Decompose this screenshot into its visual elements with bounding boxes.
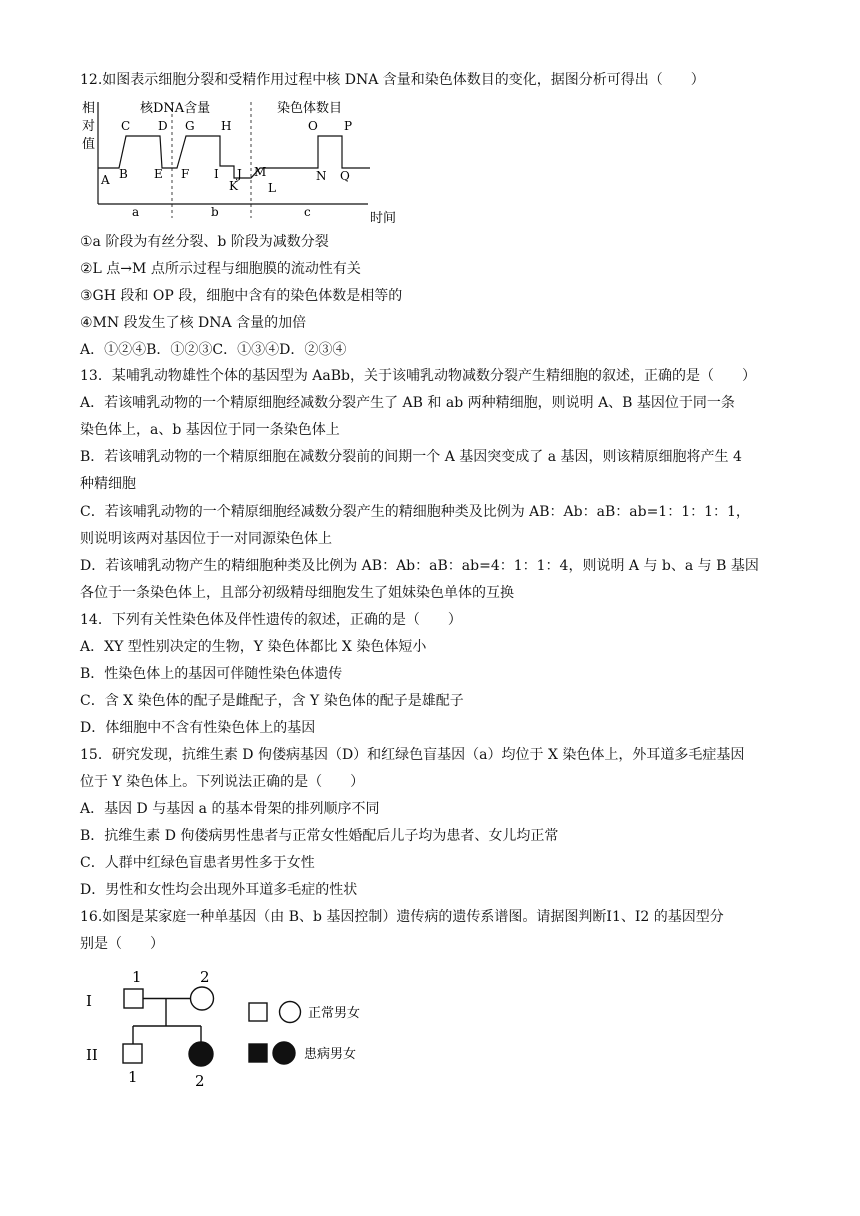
i2-normal-female-circle	[191, 987, 214, 1010]
pt-J: J	[237, 167, 242, 181]
pt-Q: Q	[340, 169, 350, 183]
x-label: 时间	[370, 211, 397, 226]
gen-label-2: II	[86, 1046, 98, 1064]
q12-options: A．①②④B．①②③C．①③④D．②③④	[80, 342, 347, 358]
q13-option-b-line2: 种精细胞	[80, 476, 136, 492]
pt-N: N	[316, 169, 327, 183]
title-dna: 核DNA含量	[140, 101, 211, 116]
y-label-3: 值	[82, 137, 96, 152]
pt-O: O	[308, 119, 318, 133]
q15-option-d: D．男性和女性均会出现外耳道多毛症的性状	[80, 882, 358, 898]
pt-I: I	[214, 167, 219, 181]
q15-option-a: A．基因 D 与基因 a 的基本骨架的排列顺序不同	[80, 801, 380, 817]
pt-D: D	[158, 119, 168, 133]
legend-affected-female-icon	[273, 1042, 295, 1064]
q12-statement-3: ③GH 段和 OP 段，细胞中含有的染色体数是相等的	[80, 288, 403, 304]
gen1-number-2: 2	[200, 968, 210, 986]
seg-b: b	[211, 205, 219, 219]
pt-H: H	[221, 119, 232, 133]
pt-P: P	[344, 119, 353, 133]
q15-stem-line1: 15．研究发现，抗维生素 D 佝偻病基因（D）和红绿色盲基因（a）均位于 X 染色体上，外耳道多毛症基因	[80, 747, 745, 763]
q15-option-b: B．抗维生素 D 佝偻病男性患者与正常女性婚配后儿子均为患者、女儿均正常	[80, 828, 559, 844]
q16-stem-line2: 别是（ ）	[80, 936, 164, 952]
q14-option-b: B．性染色体上的基因可伴随性染色体遗传	[80, 666, 343, 682]
q14-option-c: C．含 X 染色体的配子是雌配子，含 Y 染色体的配子是雄配子	[80, 693, 464, 709]
q12-statement-4: ④MN 段发生了核 DNA 含量的加倍	[80, 315, 307, 331]
pt-A: A	[101, 173, 110, 187]
q15-option-c: C．人群中红绿色盲患者男性多于女性	[80, 855, 315, 871]
pedigree-chart	[78, 962, 398, 1092]
q13-option-c-line2: 则说明该两对基因位于一对同源染色体上	[80, 531, 332, 547]
pt-K: K	[229, 179, 238, 193]
q14-option-d: D．体细胞中不含有性染色体上的基因	[80, 720, 316, 736]
q13-option-c-line1: C．若该哺乳动物的一个精原细胞经减数分裂产生的精细胞种类及比例为 AB：Ab：aB：ab=1：1：1：1，	[80, 504, 750, 520]
title-chrom: 染色体数目	[277, 101, 343, 116]
q14-stem: 14．下列有关性染色体及伴性遗传的叙述，正确的是（ ）	[80, 612, 462, 628]
legend-normal-female-icon	[280, 1002, 301, 1023]
q16-stem-line1: 16.如图是某家庭一种单基因（由 B、b 基因控制）遗传病的遗传系谱图。请据图判断Ⅰ1、Ⅰ2 的基因型分	[80, 909, 724, 925]
q13-option-a-line2: 染色体上，a、b 基因位于同一条染色体上	[80, 422, 340, 438]
gen-label-1: I	[86, 992, 92, 1010]
y-label-1: 相	[82, 101, 96, 116]
q12-statement-2: ②L 点→M 点所示过程与细胞膜的流动性有关	[80, 261, 361, 277]
gen2-number-1: 1	[128, 1068, 138, 1086]
pt-B: B	[119, 167, 128, 181]
pt-G: G	[185, 119, 195, 133]
pt-M: M	[254, 165, 267, 179]
y-label-2: 对	[82, 119, 96, 134]
legend-normal-label: 正常男女	[308, 1006, 361, 1021]
gen1-number-1: 1	[132, 968, 142, 986]
pt-F: F	[181, 167, 190, 181]
legend-normal-male-icon	[249, 1003, 267, 1021]
q14-option-a: A．XY 型性别决定的生物，Y 染色体都比 X 染色体短小	[80, 639, 427, 655]
seg-a: a	[132, 205, 140, 219]
gen2-number-2: 2	[195, 1072, 205, 1090]
q13-stem: 13．某哺乳动物雄性个体的基因型为 AaBb，关于该哺乳动物减数分裂产生精细胞的叙述，正确的是（ ）	[80, 368, 756, 384]
q12-stem: 12.如图表示细胞分裂和受精作用过程中核 DNA 含量和染色体数目的变化，据图分析可得出（ ）	[80, 72, 705, 88]
q13-option-b-line1: B．若该哺乳动物的一个精原细胞在减数分裂前的间期一个 A 基因突变成了 a 基因，则该精原细胞将产生 4	[80, 449, 742, 465]
q15-stem-line2: 位于 Y 染色体上。下列说法正确的是（ ）	[80, 774, 365, 790]
q12-statement-1: ①a 阶段为有丝分裂、b 阶段为减数分裂	[80, 234, 329, 250]
q13-option-a-line1: A．若该哺乳动物的一个精原细胞经减数分裂产生了 AB 和 ab 两种精细胞，则说明 A、B 基因位于同一条	[80, 395, 735, 411]
q13-option-d-line1: D．若该哺乳动物产生的精细胞种类及比例为 AB：Ab：aB：ab=4：1：1：4，则说明 A 与 b、a 与 B 基因	[80, 558, 759, 574]
i1-normal-male-square	[124, 989, 143, 1008]
pt-E: E	[154, 167, 163, 181]
ii1-normal-male-square	[123, 1044, 142, 1063]
q13-option-d-line2: 各位于一条染色体上，且部分初级精母细胞发生了姐妹染色单体的互换	[80, 585, 514, 601]
pt-C: C	[121, 119, 131, 133]
legend-affected-male-icon	[249, 1044, 267, 1062]
ii2-affected-female-circle	[189, 1042, 213, 1066]
legend-affected-label: 患病男女	[304, 1047, 357, 1062]
dna-chromosome-graph	[78, 98, 398, 230]
seg-c: c	[304, 205, 311, 219]
pt-L: L	[268, 181, 276, 195]
